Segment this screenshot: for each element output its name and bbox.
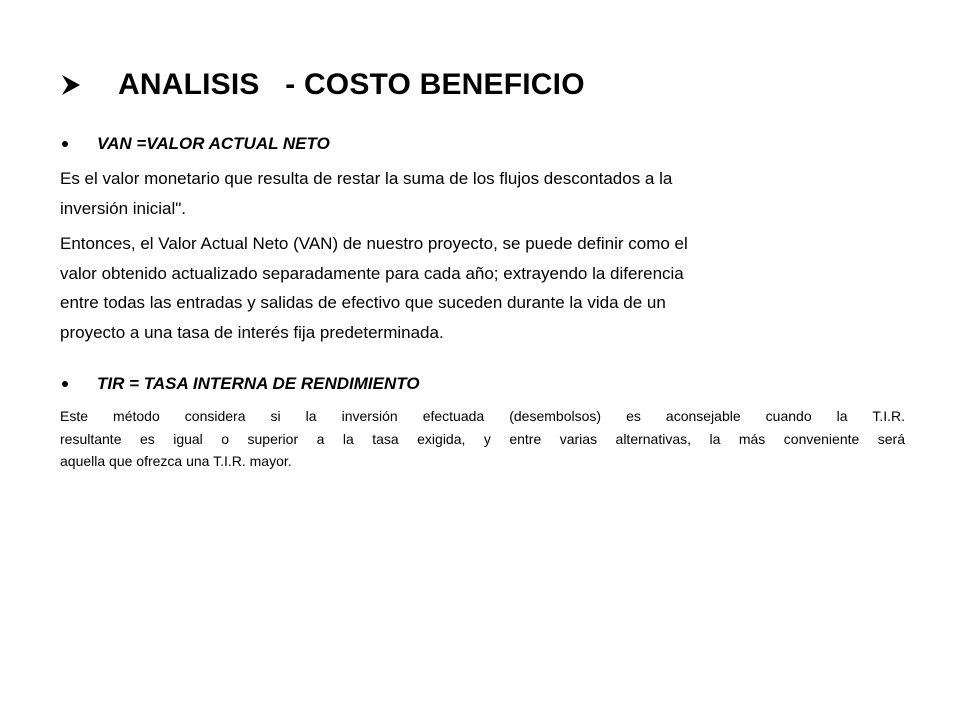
text-line: aquella que ofrezca una T.I.R. mayor. <box>60 453 292 469</box>
text-line: Es el valor monetario que resulta de restar la suma de los flujos descontados a la <box>60 169 673 188</box>
slide-title: ANALISIS - COSTO BENEFICIO <box>118 68 585 101</box>
text-line: resultante es igual o superior a la tasa exigida, y entre varias alternativas, la más conveniente será <box>60 430 905 447</box>
van-definition <box>60 164 900 223</box>
text-line: inversión inicial". <box>60 198 187 218</box>
text-line: Este método considera si la inversión efectuada (desembolsos) es aconsejable cuando la T.I.R. <box>60 408 905 424</box>
text-line: Entonces, el Valor Actual Neto (VAN) de nuestro proyecto, se puede definir como el <box>60 234 688 253</box>
arrow-bullet-icon <box>60 74 82 96</box>
bullet-van <box>60 134 330 154</box>
bullet-dot-icon <box>62 381 68 387</box>
van-explanation <box>60 229 900 347</box>
van-heading: VAN =VALOR ACTUAL NETO <box>97 134 330 153</box>
tir-explanation <box>60 405 905 473</box>
text-line: entre todas las entradas y salidas de efectivo que suceden durante la vida de un <box>60 293 666 313</box>
bullet-dot-icon <box>62 141 68 147</box>
tir-heading: TIR = TASA INTERNA DE RENDIMIENTO <box>97 374 420 393</box>
bullet-tir <box>60 374 420 394</box>
text-line: proyecto a una tasa de interés fija predeterminada. <box>60 322 444 342</box>
title-row <box>60 68 585 102</box>
text-line: valor obtenido actualizado separadamente para cada año; extrayendo la diferencia <box>60 263 684 283</box>
